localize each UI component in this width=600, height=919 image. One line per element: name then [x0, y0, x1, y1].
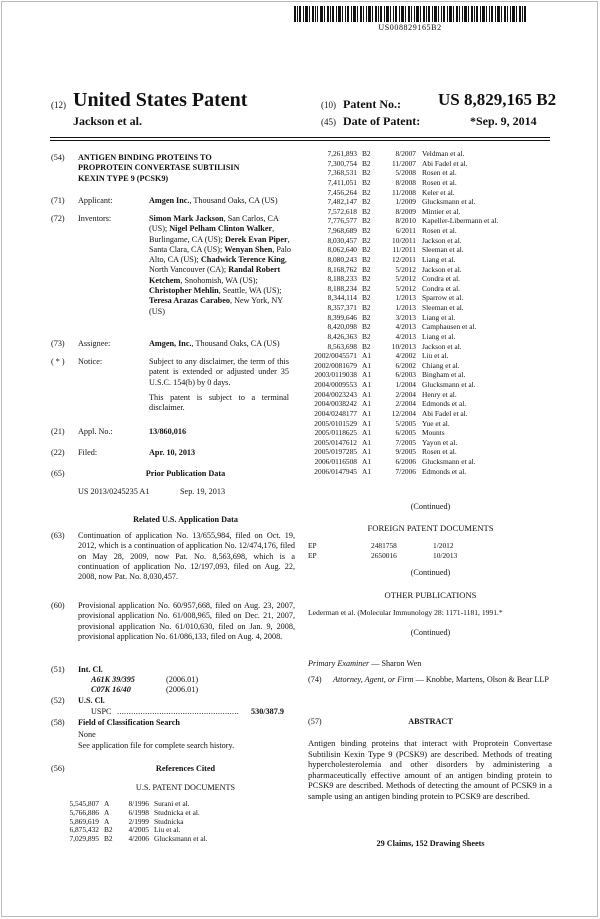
applicant: Amgen Inc., Thousand Oaks, CA (US) — [149, 196, 278, 205]
header-divider-2 — [50, 140, 550, 141]
filed-code: (22) — [51, 448, 65, 457]
references-continued: (Continued) — [410, 502, 451, 511]
foreign-references — [308, 541, 553, 560]
date-of-patent: *Sep. 9, 2014 — [470, 114, 537, 128]
date-of-patent-label: Date of Patent: — [343, 114, 421, 128]
attorney: Attorney, Agent, or Firm — Knobbe, Martens, Olson & Bear LLP — [333, 675, 549, 684]
abstract-code: (57) — [308, 717, 322, 726]
uspc-value: 530/387.9 — [251, 707, 284, 716]
reference-row: 2005/0197285 A1 9/2005 Rosen et al. — [314, 447, 457, 457]
reference-row: 7,261,893 B2 8/2007 Veldman et al. — [327, 149, 465, 158]
uspc-label: USPC — [91, 707, 112, 716]
field-of-search-label: Field of Classification Search — [78, 718, 180, 727]
filed-label: Filed: — [78, 448, 98, 457]
references-cited-heading: References Cited — [155, 764, 216, 773]
prior-publication-date: Sep. 19, 2013 — [180, 487, 226, 496]
uscl-code: (52) — [51, 696, 65, 705]
reference-row: 8,426,363 B2 4/2013 Liang et al. — [327, 331, 456, 341]
reference-row: 2004/0038242 A1 2/2004 Edmonds et al. — [314, 399, 467, 409]
reference-row: 5,545,807 A 8/1996 Surani et al. — [69, 799, 190, 808]
application-number: 13/860,016 — [149, 427, 187, 436]
patent-number-label: Patent No.: — [343, 97, 401, 111]
reference-row: 2004/0248177 A1 12/2004 Abi Fadel et al. — [314, 408, 468, 418]
assignee: Amgen, Inc., Thousand Oaks, CA (US) — [149, 339, 280, 348]
reference-row: 2002/0081679 A1 6/2002 Chiang et al. — [314, 360, 460, 370]
reference-row: 5,766,886 A 6/1998 Studnicka et al. — [69, 807, 200, 817]
reference-row: 2005/0118625 A1 6/2005 Mounts — [314, 428, 445, 438]
provisional-code: (60) — [51, 601, 65, 610]
prior-publication-heading: Prior Publication Data — [145, 469, 226, 478]
barcode — [294, 6, 526, 22]
reference-row: 2006/0147945 A1 7/2006 Edmonds et al. — [314, 466, 467, 476]
reference-row: 6,875,432 B2 4/2005 Liu et al. — [69, 825, 181, 835]
attorney-code: (74) — [308, 675, 322, 684]
reference-row: 8,357,371 B2 1/2013 Sleeman et al. — [327, 303, 464, 312]
abstract-heading: ABSTRACT — [408, 717, 453, 726]
inventors-list: Simon Mark Jackson, San Carlos, CA (US); Nigel Pelham Clinton Walker, Burlingame, CA (US); Derek Evan Piper, Santa Clara, CA (US); Wenyan Shen, Palo Alto, CA (US); Chadwick Terence King, North Vancouver (CA); Randal Robert Ketchem, Snohomish, WA (US); Christopher Mehlin, Seattle, WA (US); Teresa Arazas Carabeo, New York, NY (US) — [149, 214, 291, 316]
us-references-left — [52, 800, 292, 844]
reference-row: 8,062,640 B2 11/2011 Sleeman et al. — [327, 245, 464, 255]
reference-row: 2005/0147612 A1 7/2005 Yayon et al. — [314, 437, 458, 447]
uspc-leader: .................................................... — [117, 707, 240, 716]
continuation-code: (63) — [51, 531, 65, 540]
other-continued: (Continued) — [410, 628, 451, 637]
refs-code: (56) — [51, 764, 65, 773]
code-12: (12) — [51, 100, 66, 110]
document-type: United States Patent — [73, 89, 248, 111]
assignee-label: Assignee: — [78, 339, 111, 348]
foreign-patent-heading: FOREIGN PATENT DOCUMENTS — [367, 523, 494, 533]
related-application-heading: Related U.S. Application Data — [133, 515, 238, 524]
other-publications-heading: OTHER PUBLICATIONS — [384, 590, 477, 600]
reference-row: 7,368,531 B2 5/2008 Rosen et al. — [327, 168, 457, 178]
intcl-code: (51) — [51, 665, 65, 674]
notice-label: Notice: — [78, 357, 103, 366]
reference-row: 2006/0116508 A1 6/2006 Glucksmann et al. — [314, 457, 476, 466]
continuation-text: Continuation of application No. 13/655,984, filed on Oct. 19, 2012, which is a continuation of application No. 12/474,176, filed on May 28, 2009, now Pat. No. 8,563,698, which is a continuation of application No. 12/197,093, filed on Aug. 22, 2008, now Pat. No. 8,030,457. — [78, 531, 295, 582]
reference-row: 2005/0101529 A1 5/2005 Yue et al. — [314, 418, 450, 428]
foreign-row: EP 2481758 1/2012 — [308, 541, 454, 550]
us-patent-documents-heading: U.S. PATENT DOCUMENTS — [135, 783, 236, 792]
other-publication: Lederman et al. (Molecular Immunology 28: 1171-1181, 1991.* — [308, 608, 503, 617]
title-code: (54) — [51, 153, 65, 162]
terminal-disclaimer: This patent is subject to a terminal disclaimer. — [149, 393, 289, 413]
reference-row: 8,188,234 B2 5/2012 Condra et al. — [327, 283, 460, 293]
us-references-right — [308, 149, 553, 476]
field-code: (58) — [51, 718, 65, 727]
provisional-text: Provisional application No. 60/957,668, filed on Aug. 23, 2007, provisional application No. 61/008,965, filed on Dec. 21, 2007, provisional application No. 61/010,630, filed on Jan. 9, 2008, provisional application No. 61/086,133, filed on Aug. 4, 2008. — [78, 601, 295, 641]
notice-code: ( * ) — [51, 357, 65, 366]
reference-row: 2003/0119038 A1 6/2003 Bingham et al. — [314, 370, 466, 380]
reference-row: 7,776,577 B2 8/2010 Kapeller-Libermann et al. — [327, 216, 499, 226]
inventors-code: (72) — [51, 214, 65, 223]
uscl-label: U.S. Cl. — [78, 696, 105, 705]
barcode-number: US008829165B2 — [378, 23, 442, 32]
field-none: None — [78, 730, 96, 739]
code-10: (10) — [321, 100, 336, 110]
intcl-list: A61K 39/395 (2006.01) C07K 16/40 (2006.01) — [91, 675, 199, 695]
reference-row: 7,572,618 B2 8/2009 Mintier et al. — [327, 206, 461, 216]
claims-summary: 29 Claims, 152 Drawing Sheets — [376, 839, 485, 848]
patent-number: US 8,829,165 B2 — [438, 90, 557, 109]
primary-examiner: Primary Examiner — Sharon Wen — [308, 659, 422, 668]
reference-row: 2004/0009553 A1 1/2004 Glucksmann et al. — [314, 380, 476, 389]
foreign-continued: (Continued) — [410, 568, 451, 577]
code-45: (45) — [321, 117, 336, 127]
prior-publication-number: US 2013/0245235 A1 — [78, 487, 150, 496]
reference-row: 7,300,754 B2 11/2007 Abi Fadel et al. — [327, 158, 468, 168]
header-divider — [50, 137, 550, 138]
reference-row: 7,411,051 B2 8/2008 Rosen et al. — [327, 177, 457, 187]
reference-row: 7,482,147 B2 1/2009 Glucksmann et al. — [327, 197, 476, 207]
patent-title: ANTIGEN BINDING PROTEINS TO PROPROTEIN CONVERTASE SUBTILISIN KEXIN TYPE 9 (PCSK9) — [78, 153, 240, 183]
assignee-code: (73) — [51, 339, 65, 348]
reference-row: 8,168,762 B2 5/2012 Jackson et al. — [327, 264, 462, 274]
inventor-short: Jackson et al. — [73, 114, 142, 128]
reference-row: 7,968,689 B2 6/2011 Rosen et al. — [327, 226, 457, 235]
abstract-text: Antigen binding proteins that interact with Proprotein Convertase Subtilisin Kexin Type 9 (PCSK9) are described. Methods of treating hypercholesterolemia and other disorders by administering a pharmaceutically effective amount of an antigen binding protein to PCSK9 are described. Methods of detecting the amount of PCSK9 in a sample using an antigen binding protein to PCSK9 are described. — [308, 738, 552, 801]
intcl-label: Int. Cl. — [78, 665, 103, 674]
appl-label: Appl. No.: — [78, 427, 113, 436]
reference-row: 8,399,646 B2 3/2013 Liang et al. — [327, 312, 456, 322]
reference-row: 8,344,114 B2 1/2013 Sparrow et al. — [327, 293, 464, 303]
foreign-row: EP 2650016 10/2013 — [308, 550, 458, 560]
notice-text: Subject to any disclaimer, the term of this patent is extended or adjusted under 35 U.S.C. 154(b) by 0 days. — [149, 357, 289, 387]
reference-row: 8,420,098 B2 4/2013 Camphausen et al. — [327, 322, 477, 332]
reference-row: 2004/0023243 A1 2/2004 Henry et al. — [314, 389, 457, 399]
prior-code: (65) — [51, 469, 65, 478]
reference-row: 2002/0045571 A1 4/2002 Liu et al. — [314, 351, 449, 361]
reference-row: 8,563,698 B2 10/2013 Jackson et al. — [327, 341, 462, 351]
reference-row: 8,188,233 B2 5/2012 Condra et al. — [327, 274, 460, 284]
reference-row: 8,080,243 B2 12/2011 Liang et al. — [327, 254, 456, 264]
reference-row: 7,456,264 B2 11/2008 Keler et al. — [327, 187, 455, 197]
reference-row: 7,029,895 B2 4/2006 Glucksmann et al. — [69, 834, 208, 844]
field-see: See application file for complete search history. — [78, 741, 235, 750]
appl-code: (21) — [51, 427, 65, 436]
applicant-code: (71) — [51, 196, 65, 205]
reference-row: 8,030,457 B2 10/2011 Jackson et al. — [327, 235, 462, 245]
applicant-label: Applicant: — [78, 196, 113, 205]
reference-row: 5,869,619 A 2/1999 Studnicka — [69, 816, 184, 826]
inventors-label: Inventors: — [78, 214, 112, 223]
filed-date: Apr. 10, 2013 — [149, 448, 196, 457]
